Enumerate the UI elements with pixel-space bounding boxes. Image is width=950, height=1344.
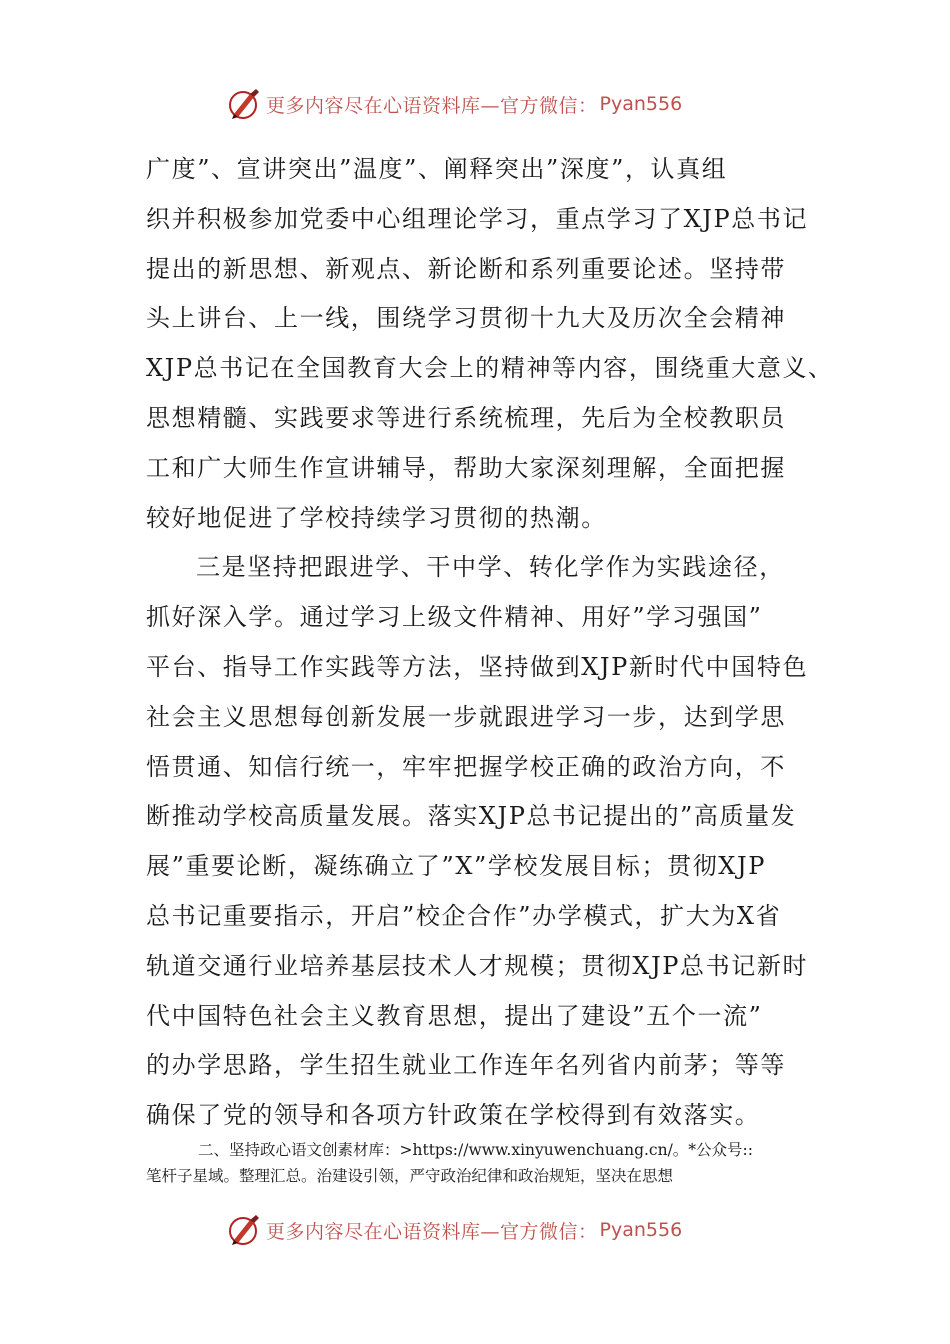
text-line: 平台、指导工作实践等方法，坚持做到XJP新时代中国特色 bbox=[146, 652, 809, 681]
text-line: 悟贯通、知信行统一，牢牢把握学校正确的政治方向，不 bbox=[146, 752, 786, 781]
text-line: 思想精髓、实践要求等进行系统梳理，先后为全校教职员 bbox=[146, 403, 786, 432]
text-line: 广度”、宣讲突出”温度”、阐释突出”深度”，认真组 bbox=[146, 155, 728, 183]
text-line: 抓好深入学。通过学习上级文件精神、用好”学习强国” bbox=[146, 603, 763, 632]
text-line: 总书记重要指示，开启”校企合作”办学模式，扩大为X省 bbox=[146, 901, 782, 930]
header-banner bbox=[226, 84, 682, 124]
wechat-id: Pyan556 bbox=[599, 1219, 683, 1241]
text-line: 代中国特色社会主义教育思想，提出了建设”五个一流” bbox=[146, 1001, 763, 1030]
banner-text: 更多内容尽在心语资料库—官方微信： bbox=[266, 1220, 598, 1243]
text-line: 轨道交通行业培养基层技术人才规模；贯彻XJP总书记新时 bbox=[146, 951, 809, 980]
document-body bbox=[146, 145, 834, 1141]
paragraph-start-line: 三是坚持把跟进学、干中学、转化学作为实践途径， bbox=[196, 553, 785, 582]
text-line: 社会主义思想每创新发展一步就跟进学习一步，达到学思 bbox=[146, 702, 786, 731]
footer-banner bbox=[226, 1210, 682, 1250]
pen-logo-icon bbox=[226, 86, 262, 122]
footnote-line: 笔杆子星域。整理汇总。治建设引领，严守政治纪律和政治规矩，坚决在思想 bbox=[146, 1167, 674, 1185]
text-line: 提出的新思想、新观点、新论断和系列重要论述。坚持带 bbox=[146, 254, 786, 283]
footnote bbox=[146, 1137, 810, 1189]
text-line: 较好地促进了学校持续学习贯彻的热潮。 bbox=[146, 503, 607, 532]
text-line: 的办学思路，学生招生就业工作连年名列省内前茅；等等 bbox=[146, 1051, 786, 1080]
text-line: XJP总书记在全国教育大会上的精神等内容，围绕重大意义、 bbox=[146, 354, 834, 383]
text-line: 工和广大师生作宣讲辅导，帮助大家深刻理解，全面把握 bbox=[146, 453, 786, 482]
text-line: 织并积极参加党委中心组理论学习，重点学习了XJP总书记 bbox=[146, 204, 809, 233]
pen-logo-icon bbox=[226, 1212, 262, 1248]
wechat-id: Pyan556 bbox=[599, 93, 683, 115]
text-line: 断推动学校高质量发展。落实XJP总书记提出的”高质量发 bbox=[146, 802, 797, 831]
text-line: 展”重要论断，凝练确立了”X”学校发展目标；贯彻XJP bbox=[146, 852, 766, 881]
text-line: 确保了党的领导和各项方针政策在学校得到有效落实。 bbox=[146, 1101, 761, 1130]
banner-text: 更多内容尽在心语资料库—官方微信： bbox=[266, 94, 598, 117]
footnote-line: 二、坚持政心语文创素材库：>https://www.xinyuwenchuang.cn/。*公众号:: bbox=[198, 1141, 754, 1159]
text-line: 头上讲台、上一线，围绕学习贯彻十九大及历次全会精神 bbox=[146, 304, 786, 333]
